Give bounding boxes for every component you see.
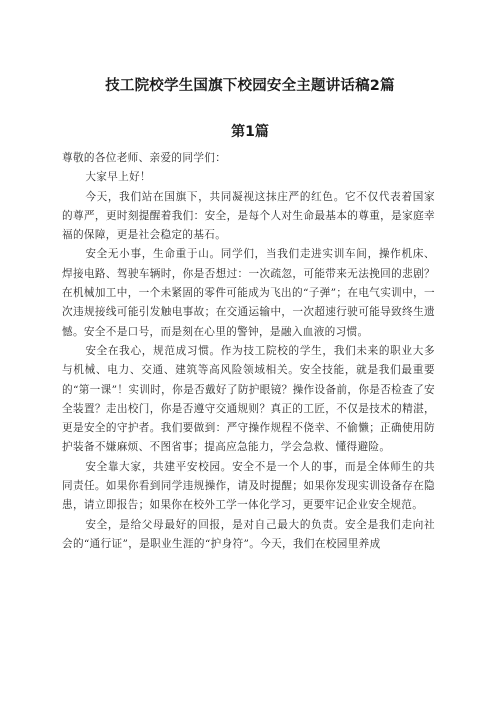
document-body bbox=[62, 149, 435, 554]
salutation-paragraph: 尊敬的各位老师、亲爱的同学们： bbox=[62, 152, 227, 164]
body-paragraph: 安全靠大家，共建平安校园。安全不是一个人的事，而是全体师生的共同责任。如果你看到同学违规操作，请及时提醒；如果你发现实训设备存在隐患，请立即报告；如果你在校外工学一体化学习，更要牢记企业安全规范。 bbox=[62, 460, 435, 512]
body-paragraph: 安全，是给父母最好的回报，是对自己最大的负责。安全是我们走向社会的“通行证”，是职业生涯的“护身符”。今天，我们在校园里养成 bbox=[62, 518, 435, 550]
greeting-paragraph: 大家早上好！ bbox=[85, 171, 151, 184]
body-paragraph: 今天，我们站在国旗下，共同凝视这抹庄严的红色。它不仅代表着国家的尊严，更时刻提醒着我们：安全，是每个人对生命最基本的尊重，是家庭幸福的保障，更是社会稳定的基石。 bbox=[62, 190, 435, 242]
body-paragraph: 安全无小事，生命重于山。同学们，当我们走进实训车间，操作机床、焊接电路、驾驶车辆时，你是否想过：一次疏忽，可能带来无法挽回的悲剧？在机械加工中，一个未紧固的零件可能成为飞出的“子弹”；在电气实训中，一次违规接线可能引发触电事故；在交通运输中，一次超速行驶可能导致终生遗憾。安全不是口号，而是刻在心里的警钟，是融入血液的习惯。 bbox=[62, 248, 435, 338]
section-title: 第1篇 bbox=[231, 124, 269, 140]
document-title: 技工院校学生国旗下校园安全主题讲话稿2篇 bbox=[105, 78, 395, 94]
body-paragraph: 安全在我心，规范成习惯。作为技工院校的学生，我们未来的职业大多与机械、电力、交通、建筑等高风险领域相关。安全技能，就是我们最重要的“第一课”！实训时，你是否戴好了防护眼镜？操作设备前，你是否检查了安全装置？走出校门，你是否遵守交通规则？真正的工匠，不仅是技术的精湛，更是安全的守护者。我们要做到：严守操作规程不侥幸、不偷懒；正确使用防护装备不嫌麻烦、不图省事；提高应急能力，学会急救、懂得避险。 bbox=[62, 344, 435, 454]
